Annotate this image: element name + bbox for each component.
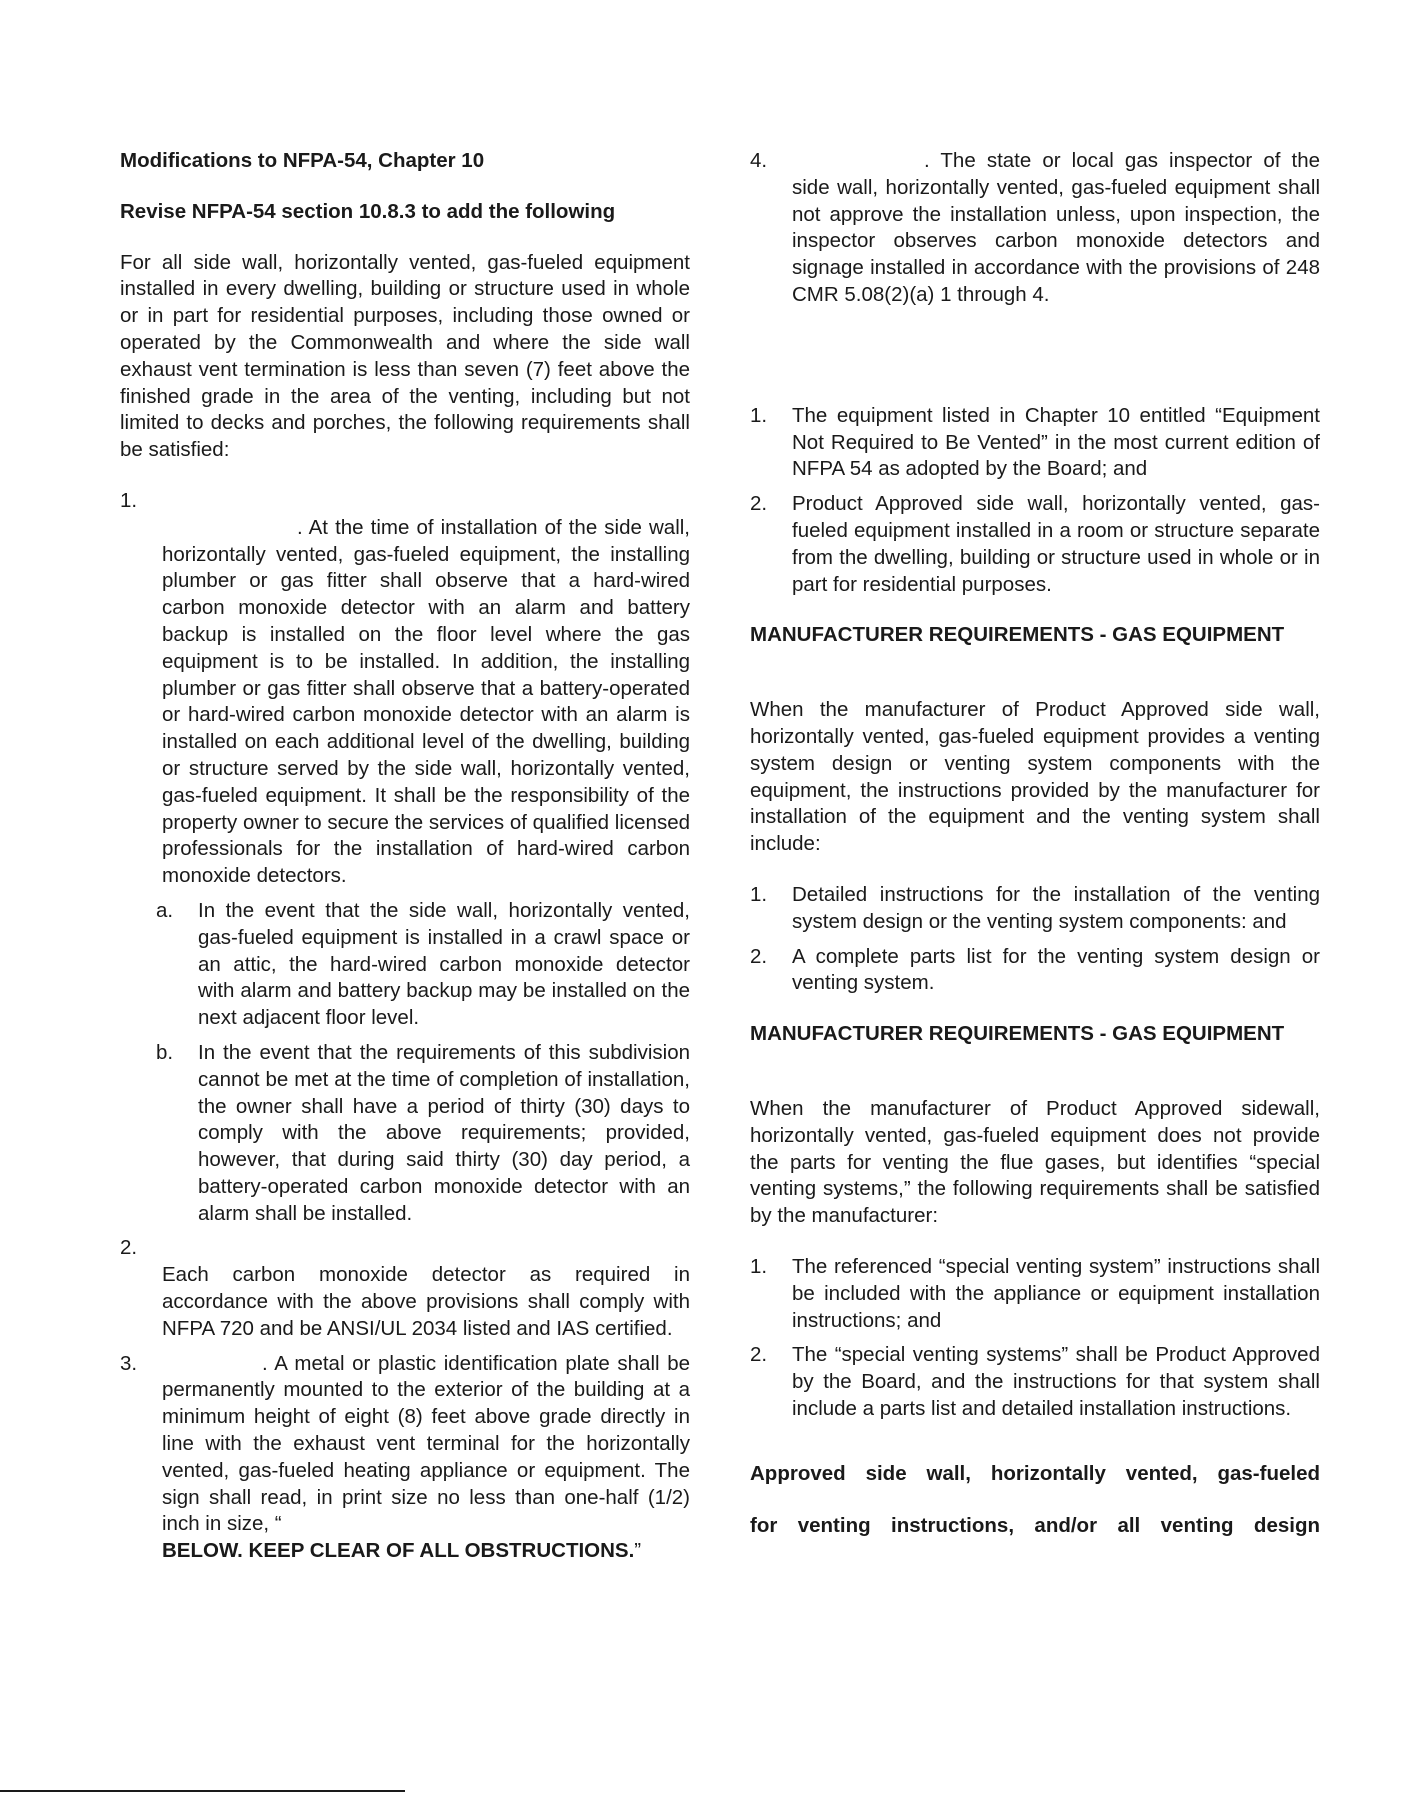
list-number: 1. — [750, 1254, 768, 1278]
list-item-text: The equipment listed in Chapter 10 entitled “Equipment Not Required to Be Vented” in the most current edition of NFPA 54 as adopted by the Board; and — [792, 403, 1320, 481]
list-number: 2. — [750, 492, 768, 516]
manufacturer-item-1-2 — [750, 944, 1320, 998]
list-number: 2. — [750, 1343, 768, 1367]
sub-letter: b. — [156, 1040, 174, 1064]
list-item-2 — [120, 1235, 690, 1342]
section-subheading: Revise NFPA-54 section 10.8.3 to add the following — [120, 199, 616, 223]
manufacturer-heading-2: MANUFACTURER REQUIREMENTS - GAS EQUIPMENT — [750, 1022, 1285, 1046]
closing-line-2: for venting instructions, and/or all venting design — [750, 1514, 1320, 1538]
list-number: 4. — [750, 149, 768, 172]
list-item-text: Each carbon monoxide detector as required in accordance with the above provisions shall comply with NFPA 720 and be ANSI/UL 2034 listed and IAS certified. — [162, 1263, 690, 1340]
exempt-item-2 — [750, 491, 1320, 598]
exempt-item-1 — [750, 403, 1320, 483]
sign-text: BELOW. KEEP CLEAR OF ALL OBSTRUCTIONS. — [162, 1539, 635, 1563]
sub-item-text: In the event that the side wall, horizontally vented, gas-fueled equipment is installed in a crawl space or an attic, the hard-wired carbon monoxide detector with alarm and battery backup may be installed on the next adjacent floor level. — [198, 898, 690, 1030]
list-item-text: Detailed instructions for the installation of the venting system design or the venting system components: and — [792, 882, 1320, 933]
sub-item-text: In the event that the requirements of this subdivision cannot be met at the time of completion of installation, the owner shall have a period of thirty (30) days to comply with the above requirements; provided, however, that during said thirty (30) day period, a battery-operated carbon monoxide detector with an alarm shall be installed. — [198, 1040, 690, 1225]
left-column — [120, 148, 690, 1565]
closing-line-1: Approved side wall, horizontally vented, gas-fueled — [750, 1461, 1320, 1485]
section-heading: Modifications to NFPA-54, Chapter 10 — [120, 149, 485, 172]
list-item-text: . At the time of installation of the side wall, horizontally vented, gas-fueled equipment, the installing plumber or gas fitter shall observe that a hard-wired carbon monoxide detector with an alarm and battery backup is installed on the floor level where the gas equipment is to be installed. In addition, the installing plumber or gas fitter shall observe that a battery-operated or hard-wired carbon monoxide detector with an alarm is installed on each additional level of the dwelling, building or structure served by the side wall, horizontally vented, gas-fueled equipment. It shall be the responsibility of the property owner to secure the services of qualified licensed professionals for the installation of hard-wired carbon monoxide detectors. — [162, 515, 690, 888]
list-item-text: A complete parts list for the venting system design or venting system. — [792, 944, 1320, 995]
manufacturer-intro-2: When the manufacturer of Product Approved sidewall, horizontally vented, gas-fueled equipment does not provide the parts for venting the flue gases, but identifies “special venting systems,” the following requirements shall be satisfied by the manufacturer: — [750, 1096, 1320, 1228]
manufacturer-item-2-1 — [750, 1254, 1320, 1334]
intro-paragraph: For all side wall, horizontally vented, gas-fueled equipment installed in every dwelling, building or structure used in whole or in part for residential purposes, including those owned or operated by the Commonwealth and where the side wall exhaust vent termination is less than seven (7) feet above the finished grade in the area of the venting, including but not limited to decks and porches, the following requirements shall be satisfied: — [120, 250, 690, 462]
list-number: 3. — [120, 1351, 138, 1375]
footer-rule — [0, 1790, 405, 1792]
list-number: 1. — [750, 882, 768, 906]
list-item-3 — [120, 1351, 690, 1565]
list-item-text: The referenced “special venting system” instructions shall be included with the appliance or equipment installation instructions; and — [792, 1254, 1320, 1332]
manufacturer-intro-1: When the manufacturer of Product Approved side wall, horizontally vented, gas-fueled equipment provides a venting system design or venting system components with the equipment, the instructions provided by the manufacturer for installation of the equipment and the venting system shall include: — [750, 698, 1320, 856]
list-item-1 — [120, 488, 690, 1228]
list-item-text: . The state or local gas inspector of the side wall, horizontally vented, gas-fueled equipment shall not approve the installation unless, upon inspection, the inspector observes carbon monoxide detectors and signage installed in accordance with the provisions of 248 CMR 5.08(2)(a) 1 through 4. — [792, 149, 1320, 306]
list-number: 2. — [750, 944, 768, 968]
sub-letter: a. — [156, 898, 174, 922]
sub-item-b — [156, 1040, 690, 1228]
manufacturer-item-2-2 — [750, 1342, 1320, 1422]
list-number: 1. — [750, 403, 768, 427]
sub-item-a — [156, 898, 690, 1032]
list-item-text: The “special venting systems” shall be Product Approved by the Board, and the instructions for that system shall include a parts list and detailed installation instructions. — [792, 1343, 1320, 1420]
list-item-4 — [750, 148, 1320, 309]
manufacturer-item-1-1 — [750, 882, 1320, 936]
right-column — [750, 148, 1320, 1540]
list-item-text: Product Approved side wall, horizontally vented, gas-fueled equipment installed in a room or structure separate from the dwelling, building or structure used in whole or in part for residential purposes. — [792, 492, 1320, 596]
manufacturer-heading-1: MANUFACTURER REQUIREMENTS - GAS EQUIPMENT — [750, 623, 1285, 647]
list-number: 1. — [120, 488, 138, 512]
list-item-text: . A metal or plastic identification plate shall be permanently mounted to the exterior of the building at a minimum height of eight (8) feet above grade directly in line with the exhaust vent terminal for the horizontally vented, gas-fueled heating appliance or equipment. The sign shall read, in print size no less than one-half (1/2) inch in size, “ BELOW. KEEP CLEAR OF ALL OBSTRUCTIONS.” — [162, 1351, 690, 1563]
list-number: 2. — [120, 1236, 138, 1260]
